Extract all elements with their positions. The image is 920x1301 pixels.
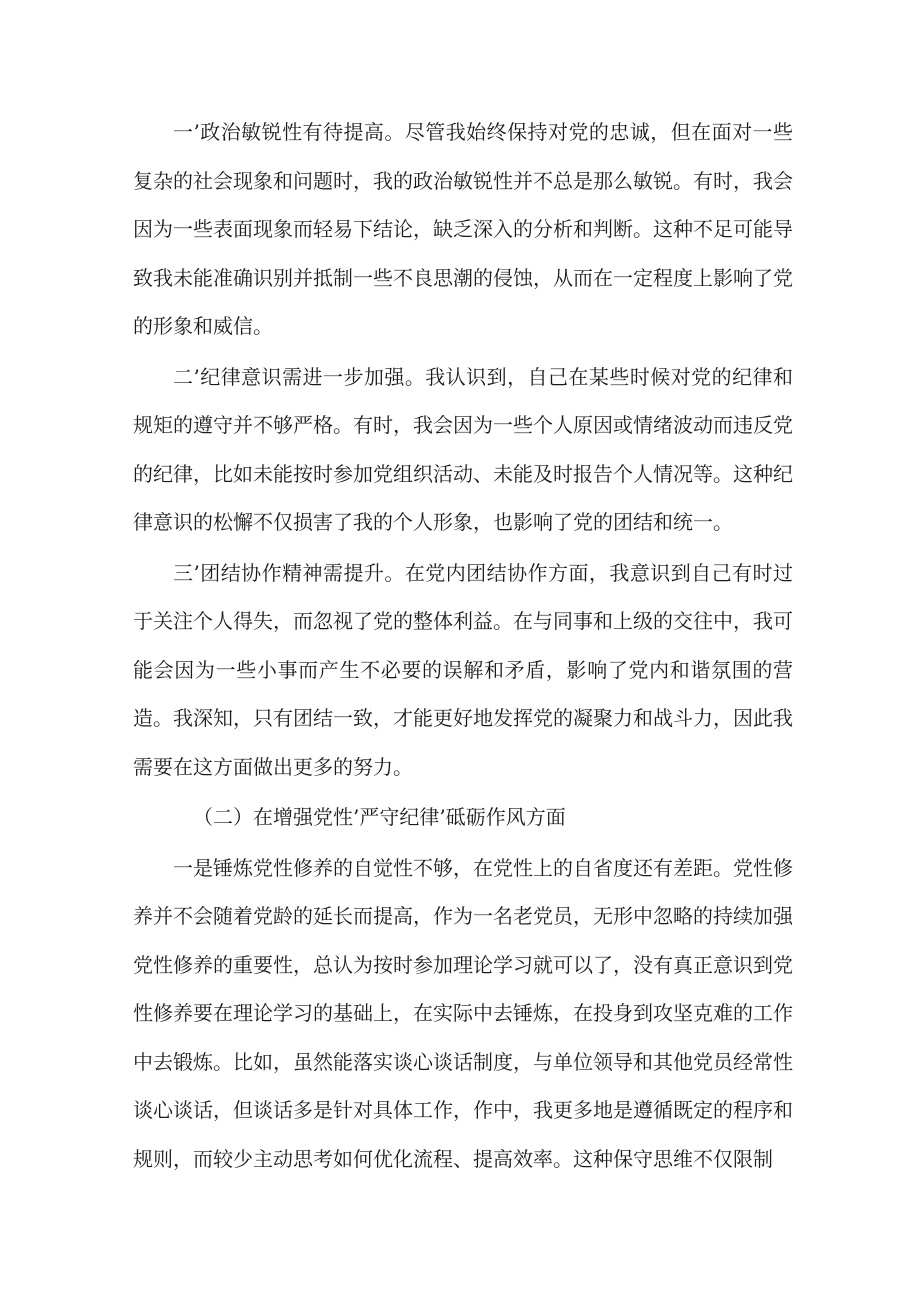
document-body [133,108,793,1185]
paragraph-political-sensitivity: 一’政治敏锐性有待提高。尽管我始终保持对党的忠诚，但在面对一些复杂的社会现象和问题时，我的政治敏锐性并不总是那么敏锐。有时，我会因为一些表面现象而轻易下结论，缺乏深入的分析和判断。这种不足可能导致我未能准确识别并抵制一些不良思潮的侵蚀，从而在一定程度上影响了党的形象和威信。 [133,120,793,338]
paragraph-teamwork-spirit: 三’团结协作精神需提升。在党内团结协作方面，我意识到自己有时过于关注个人得失，而忽视了党的整体利益。在与同事和上级的交往中，我可能会因为一些小事而产生不必要的误解和矛盾，影响了党内和谐氛围的营造。我深知，只有团结一致，才能更好地发挥党的凝聚力和战斗力，因此我需要在这方面做出更多的努力。 [133,560,793,779]
paragraph-discipline-awareness: 二’纪律意识需进一步加强。我认识到，自己在某些时候对党的纪律和规矩的遵守并不够严格。有时，我会因为一些个人原因或情绪波动而违反党的纪律，比如未能按时参加党组织活动、未能及时报告个人情况等。这种纪律意识的松懈不仅损害了我的个人形象，也影响了党的团结和统一。 [133,364,793,534]
paragraph-party-spirit-cultivation: 一是锤炼党性修养的自觉性不够，在党性上的自省度还有差距。党性修养并不会随着党龄的延长而提高，作为一名老党员，无形中忽略的持续加强党性修养的重要性，总认为按时参加理论学习就可以了，没有真正意识到党性修养要在理论学习的基础上，在实际中去锤炼，在投身到攻坚克难的工作中去锻炼。比如，虽然能落实谈心谈话制度，与单位领导和其他党员经常性谈心谈话，但谈话多是针对具体工作，作中，我更多地是遵循既定的程序和规则，而较少主动思考如何优化流程、提高效率。这种保守思维不仅限制 [133,855,793,1171]
section-heading: （二）在增强党性’严守纪律’砥砺作风方面 [193,805,566,829]
